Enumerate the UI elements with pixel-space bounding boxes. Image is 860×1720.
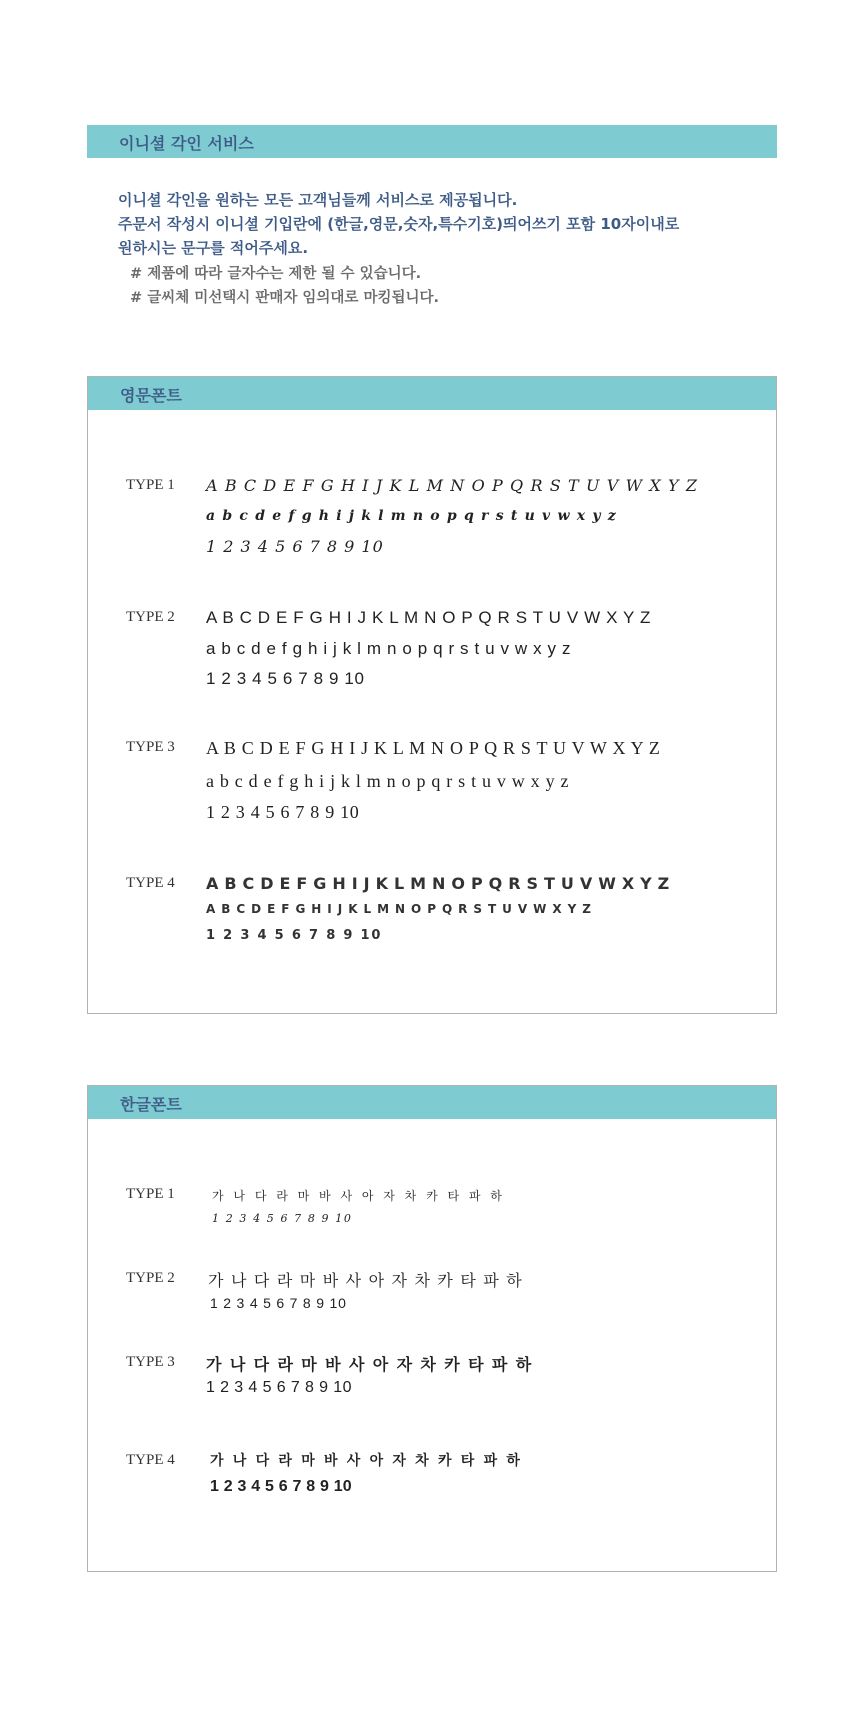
english-font-header-band — [88, 377, 776, 410]
korean-type3-digits: 1 2 3 4 5 6 7 8 9 10 — [206, 1379, 352, 1396]
english-type3-label: TYPE 3 — [126, 739, 175, 755]
service-line-3: 원하시는 문구를 적어주세요. — [118, 239, 309, 257]
english-type1-digits: 1 2 3 4 5 6 7 8 9 10 — [206, 537, 384, 556]
korean-type4-digits: 1 2 3 4 5 6 7 8 9 10 — [210, 1478, 352, 1495]
korean-type4-hangul: 가 나 다 라 마 바 사 아 자 차 카 타 파 하 — [210, 1453, 523, 1469]
korean-font-panel — [87, 1085, 777, 1572]
service-line-2: 주문서 작성시 이니셜 기입란에 (한글,영문,숫자,특수기호)띄어쓰기 포함 10자이내로 — [118, 215, 680, 233]
korean-font-header-band — [88, 1086, 776, 1119]
english-type3-digits: 1 2 3 4 5 6 7 8 9 10 — [206, 802, 360, 822]
english-type4-smallcaps: A B C D E F G H I J K L M N O P Q R S T U V W X Y Z — [206, 902, 592, 916]
korean-font-title: 한글폰트 — [120, 1095, 182, 1114]
service-note-2: # 글씨체 미선택시 판매자 임의대로 마킹됩니다. — [130, 290, 440, 306]
english-type2-lowercase: a b c d e f g h i j k l m n o p q r s t u v w x y z — [206, 639, 572, 658]
service-header-band — [87, 125, 777, 158]
service-line-1: 이니셜 각인을 원하는 모든 고객님들께 서비스로 제공됩니다. — [118, 191, 518, 209]
english-type3-lowercase: a b c d e f g h i j k l m n o p q r s t u v w x y z — [206, 771, 570, 791]
korean-type1-digits: 1 2 3 4 5 6 7 8 9 10 — [212, 1212, 353, 1225]
english-font-panel — [87, 376, 777, 1014]
korean-type1-hangul: 가 나 다 라 마 바 사 아 자 차 카 타 파 하 — [212, 1189, 505, 1203]
korean-type4-label: TYPE 4 — [126, 1452, 175, 1468]
english-type2-uppercase: A B C D E F G H I J K L M N O P Q R S T U V W X Y Z — [206, 608, 651, 627]
english-type1-uppercase: A B C D E F G H I J K L M N O P Q R S T U V W X Y Z — [206, 476, 699, 495]
english-type3-uppercase: A B C D E F G H I J K L M N O P Q R S T U V W X Y Z — [206, 738, 661, 758]
english-type1-lowercase: a b c d e f g h i j k l m n o p q r s t u v w x y z — [206, 508, 617, 524]
english-font-title: 영문폰트 — [120, 386, 182, 405]
korean-type2-label: TYPE 2 — [126, 1270, 175, 1286]
english-type2-label: TYPE 2 — [126, 609, 175, 625]
english-type1-label: TYPE 1 — [126, 477, 175, 493]
service-description — [118, 188, 679, 260]
english-type2-digits: 1 2 3 4 5 6 7 8 9 10 — [206, 669, 365, 688]
korean-type1-label: TYPE 1 — [126, 1186, 175, 1202]
service-title: 이니셜 각인 서비스 — [119, 134, 254, 153]
english-type4-digits: 1 2 3 4 5 6 7 8 9 10 — [206, 928, 383, 943]
korean-type2-hangul: 가 나 다 라 마 바 사 아 자 차 카 타 파 하 — [208, 1271, 523, 1290]
english-type4-label: TYPE 4 — [126, 875, 175, 891]
korean-type3-label: TYPE 3 — [126, 1354, 175, 1370]
korean-type3-hangul: 가 나 다 라 마 바 사 아 자 차 카 타 파 하 — [206, 1355, 533, 1374]
korean-type2-digits: 1 2 3 4 5 6 7 8 9 10 — [210, 1295, 347, 1311]
english-type4-uppercase: A B C D E F G H I J K L M N O P Q R S T U V W X Y Z — [206, 874, 670, 893]
service-note-1: # 제품에 따라 글자수는 제한 될 수 있습니다. — [130, 266, 422, 282]
